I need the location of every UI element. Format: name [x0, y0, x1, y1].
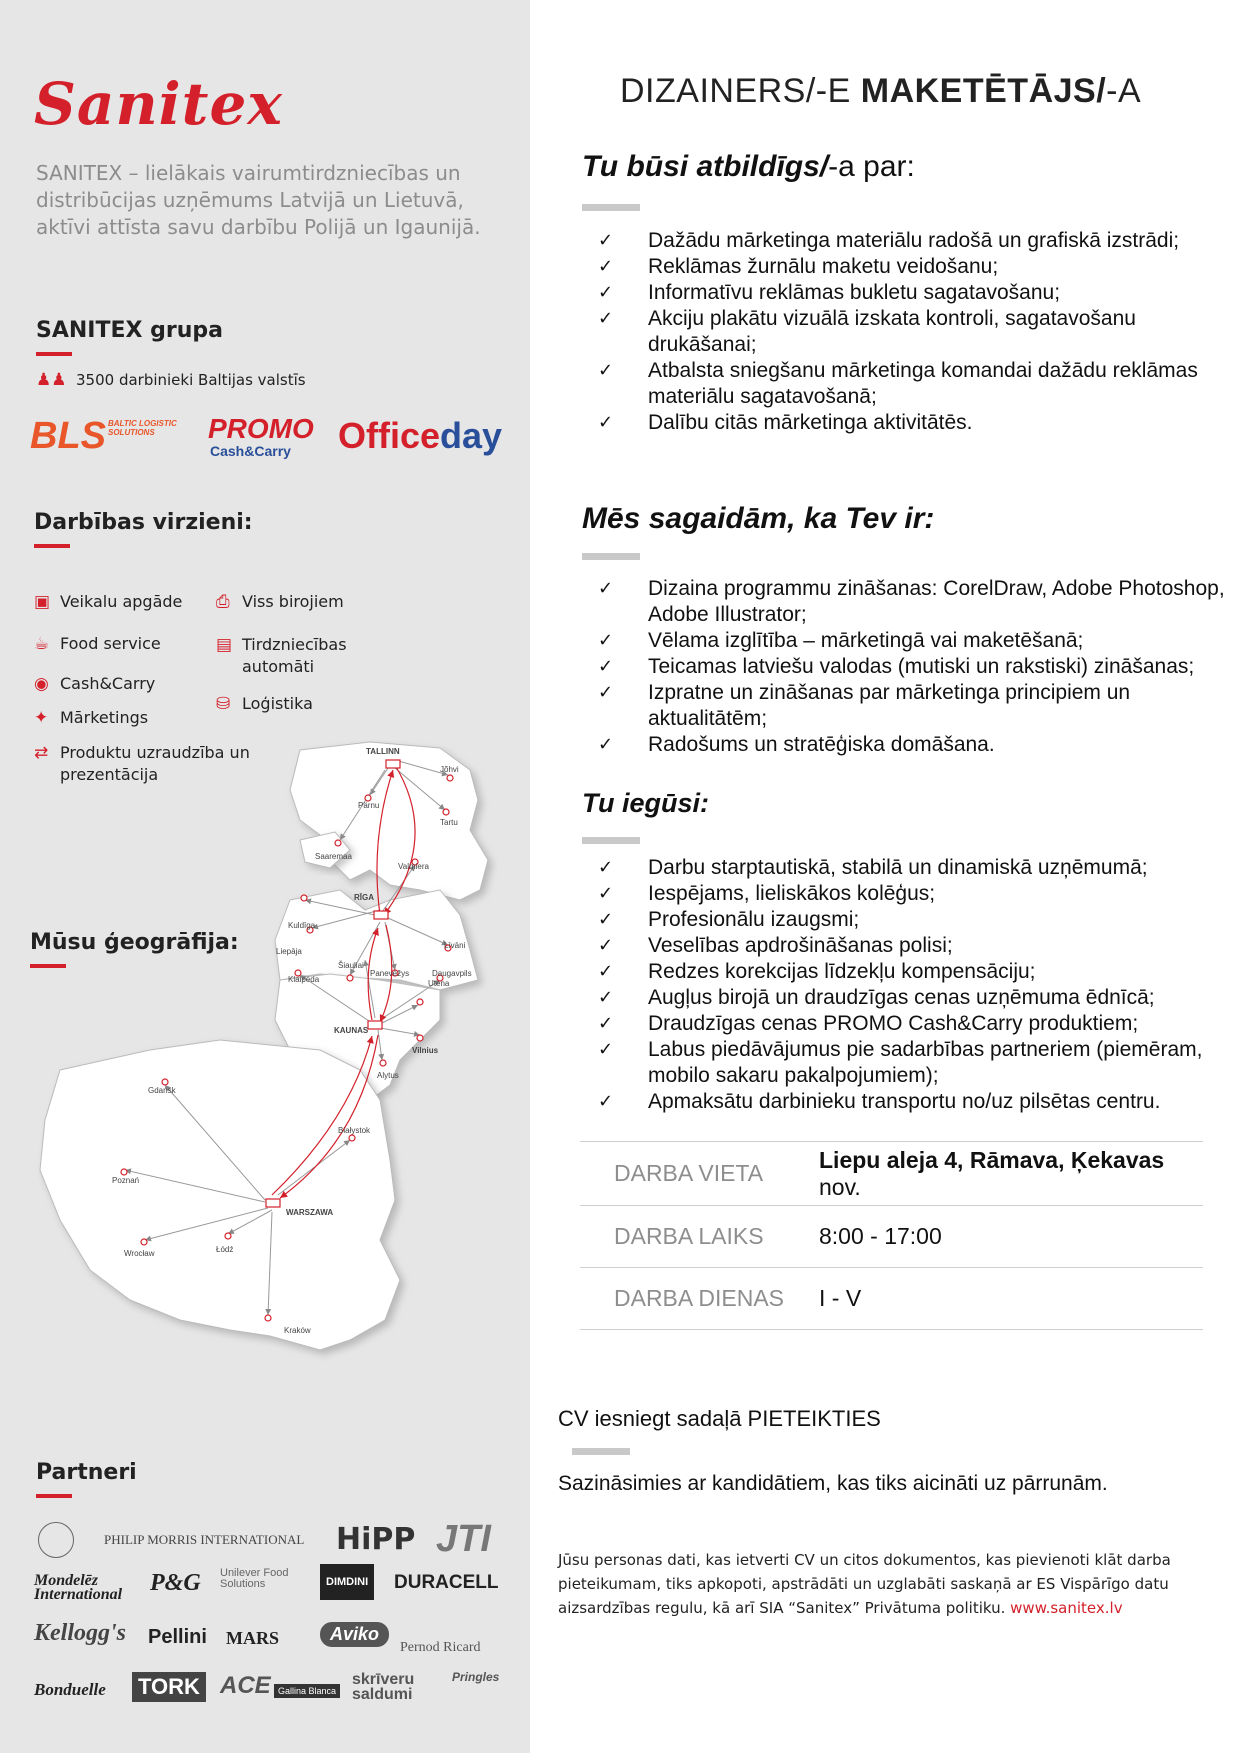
city-label: Daugavpils [432, 969, 472, 978]
partner-logo: Aviko [320, 1622, 389, 1647]
partner-logo: HiPP [336, 1522, 416, 1557]
section-requirements-heading: Mēs sagaidām, ka Tev ir: [582, 502, 935, 535]
list-item: ✓ Iespējams, lieliskākos kolēģus; [598, 881, 1238, 907]
activity-label: Veikalu apgāde [60, 592, 183, 611]
job-title-bold: MAKETĒTĀJS/ [860, 72, 1107, 110]
sanitex-logo: Sanitex [34, 70, 283, 138]
partner-logo: Pernod Ricard [400, 1640, 481, 1655]
partner-logos [34, 1518, 504, 1732]
city-label: Wrocław [124, 1249, 155, 1258]
list-item: ✓ Apmaksātu darbinieku transportu no/uz pilsētas centru. [598, 1089, 1238, 1115]
list-item: ✓ Vēlama izglītība – mārketingā vai maketēšanā; [598, 628, 1238, 654]
list-item: ✓ Labus piedāvājumus pie sadarbības partneriem (piemēram, mobilo sakaru pakalpojumiem); [598, 1037, 1238, 1089]
partner-logo: DIMDINI [320, 1564, 374, 1600]
gray-underline [582, 837, 640, 844]
gray-underline [582, 204, 640, 211]
list-item: ✓ Veselības apdrošināšanas polisi; [598, 933, 1238, 959]
office-part: Office [338, 415, 441, 456]
activity-label: Mārketings [60, 708, 149, 727]
contact-text: Sazināsimies ar kandidātiem, kas tiks aicināti uz pārrunām. [558, 1472, 1108, 1495]
activity-label: Produktu uzraudzība un prezentācija [60, 743, 250, 784]
city-label: WARSZAWA [286, 1208, 334, 1217]
city-label: Vilnius [412, 1046, 439, 1055]
day-part: day [440, 415, 503, 456]
partner-logo: Pringles [452, 1670, 500, 1684]
red-underline [34, 544, 70, 548]
responsibilities-list [598, 228, 1238, 436]
section-benefits-heading: Tu iegūsi: [582, 788, 710, 818]
list-item: ✓ Teicamas latviešu valodas (mutiski un rakstiski) zināšanas; [598, 654, 1238, 680]
partner-logo: ACE [220, 1672, 271, 1699]
city-label: KAUNAS [334, 1026, 369, 1035]
cv-submit-text: CV iesniegt sadaļā PIETEIKTIES [558, 1406, 881, 1431]
list-item: ✓ Dizaina programmu zināšanas: CorelDraw, Adobe Photoshop, Adobe Illustrator; [598, 576, 1238, 628]
city-label: Šiauliai [338, 961, 364, 970]
city-label: Klaipėda [288, 975, 320, 984]
red-underline [36, 352, 72, 356]
info-value: I - V [819, 1268, 1203, 1330]
list-item: ✓ Izpratne un zināšanas par mārketinga principiem un aktualitātēm; [598, 680, 1238, 732]
geography-map [0, 740, 530, 1400]
city-label: Jõhvi [440, 765, 459, 774]
list-item: ✓ Atbalsta sniegšanu mārketinga komandai dažādu reklāmas materiālu sagatavošanā; [598, 358, 1238, 410]
list-item: ✓ Akciju plakātu vizuālā izskata kontroli, sagatavošanu drukāšanai; [598, 306, 1238, 358]
job-title-post: -A [1106, 72, 1142, 110]
heading-bold: Tu būsi atbildīgs/ [582, 150, 829, 183]
city-label: Kraków [284, 1326, 311, 1335]
heading-rest: -a par: [828, 150, 915, 183]
info-value: 8:00 - 17:00 [819, 1206, 1203, 1268]
gray-underline [582, 553, 640, 560]
printer-icon: ⎙ [216, 592, 230, 612]
activity-label: Tirdzniecības automāti [242, 635, 347, 676]
partners-heading: Partneri [36, 1460, 137, 1485]
city-label: Panevėžys [370, 969, 410, 978]
list-item: ✓ Dalību citās mārketinga aktivitātēs. [598, 410, 1238, 436]
activity-label: Food service [60, 634, 161, 653]
gray-underline [572, 1448, 630, 1455]
info-key: DARBA DIENAS [580, 1268, 819, 1330]
poland-shape [40, 1040, 400, 1350]
partner-logo: Gallina Blanca [274, 1684, 340, 1698]
benefits-list [598, 855, 1238, 1115]
city-label: Liepāja [276, 947, 302, 956]
job-title [620, 72, 1141, 111]
partner-logo: Mondelēz International [34, 1572, 123, 1603]
list-item: ✓ Redzes korekcijas līdzekļu kompensāciju; [598, 959, 1238, 985]
city-label: Valmiera [398, 862, 429, 871]
vending-machine-icon: ▤ [216, 635, 233, 655]
city-label: Līvāni [444, 941, 466, 950]
city-label: Alytus [377, 1071, 399, 1080]
activity-label: Loģistika [242, 694, 313, 713]
activity-item [34, 592, 182, 612]
partner-logo: Unilever Food Solutions [220, 1567, 289, 1590]
activity-item [216, 634, 372, 678]
city-label: Tartu [440, 818, 458, 827]
table-row [580, 1206, 1203, 1268]
partner-logo: PHILIP MORRIS INTERNATIONAL [104, 1532, 305, 1547]
list-item: ✓ Draudzīgas cenas PROMO Cash&Carry produktiem; [598, 1011, 1238, 1037]
exchange-icon: ⇄ [34, 743, 49, 763]
table-row [580, 1268, 1203, 1330]
city-label: Łódź [216, 1245, 234, 1254]
city-label: Gdańsk [148, 1086, 176, 1095]
city-label: Białystok [338, 1126, 371, 1135]
list-item: ✓ Darbu starptautiskā, stabilā un dinamiskā uzņēmumā; [598, 855, 1238, 881]
red-underline [36, 1494, 72, 1498]
activity-item [34, 674, 155, 694]
partner-logo: Pellini [148, 1626, 207, 1648]
activity-label: Viss birojiem [242, 592, 344, 611]
employees-text: 3500 darbinieki Baltijas valstīs [76, 371, 306, 389]
partner-logo: JTI [436, 1518, 491, 1560]
requirements-list [598, 576, 1238, 758]
privacy-text: Jūsu personas dati, kas ietverti CV un citos dokumentos, kas pievienoti klāt darba pieteikumam, tiks apkopoti, apstrādāti un uzglabāti saskaņā ar ES Vispārīgo datu aizsardzības regulu, kā arī SIA “Sanitex” Privātuma politiku. [558, 1551, 1171, 1617]
activity-item [216, 694, 313, 714]
list-item: ✓ Informatīvu reklāmas bukletu sagatavošanu; [598, 280, 1238, 306]
info-key: DARBA VIETA [580, 1142, 819, 1206]
megaphone-icon: ✦ [34, 708, 49, 728]
city-label: Poznań [112, 1176, 140, 1185]
partner-logo: DURACELL [394, 1572, 499, 1593]
employees-line [36, 370, 306, 390]
activity-item [34, 708, 148, 728]
info-value-rest: nov. [819, 1173, 861, 1200]
bls-logo: BLS [30, 415, 106, 457]
list-item: ✓ Radošums un stratēģiska domāšana. [598, 732, 1238, 758]
officeday-logo [338, 415, 502, 457]
chef-hat-icon: ☕ [34, 634, 50, 654]
city-label: Kuldīga [288, 921, 316, 930]
website-link[interactable]: www.sanitex.lv [1010, 1599, 1123, 1617]
activity-item [216, 592, 344, 612]
basket-icon: ▣ [34, 592, 51, 612]
list-item: ✓ Reklāmas žurnālu maketu veidošanu; [598, 254, 1238, 280]
promo-logo: PROMO [208, 413, 314, 444]
geography-heading: Mūsu ģeogrāfija: [30, 930, 239, 955]
map-pin-icon: ◉ [34, 674, 49, 694]
promo-subtitle: Cash&Carry [210, 443, 291, 459]
info-value [819, 1142, 1203, 1206]
truck-icon: ⛁ [216, 694, 231, 714]
list-item: ✓ Dažādu mārketinga materiālu radošā un grafiskā izstrādi; [598, 228, 1238, 254]
group-heading: SANITEX grupa [36, 318, 223, 343]
list-item: ✓ Profesionālu izaugsmi; [598, 907, 1238, 933]
city-label: Utena [428, 979, 450, 988]
list-item: ✓ Augļus birojā un draudzīgas cenas uzņēmuma ēdnīcā; [598, 985, 1238, 1011]
partner-logo: skrīveru saldumi [352, 1671, 415, 1703]
job-info-table [580, 1141, 1203, 1330]
company-intro: SANITEX – lielākais vairumtirdzniecības un distribūcijas uzņēmums Latvijā un Lietuvā, aktīvi attīsta savu darbību Polijā un Igaunijā. [36, 161, 481, 239]
info-value-bold: Liepu aleja 4, Rāmava, Ķekavas [819, 1146, 1165, 1173]
privacy-notice [558, 1548, 1198, 1620]
activity-label: Cash&Carry [60, 674, 156, 693]
partner-logo: Kellogg's [34, 1620, 127, 1646]
activities-heading: Darbības virzieni: [34, 510, 253, 535]
partner-logo: P&G [150, 1570, 201, 1596]
group-brands [30, 413, 503, 460]
city-label: Saaremaa [315, 852, 352, 861]
pmi-crest-icon [38, 1522, 74, 1558]
partner-logo: Bonduelle [34, 1680, 106, 1699]
people-icon: ♟♟ [36, 370, 67, 390]
bls-subtitle: BALTIC LOGISTIC SOLUTIONS [108, 419, 177, 437]
section-responsibilities-heading [582, 150, 915, 184]
partner-logo: TORK [132, 1672, 206, 1702]
city-label: TALLINN [366, 747, 400, 756]
city-label: Pärnu [358, 801, 380, 810]
info-key: DARBA LAIKS [580, 1206, 819, 1268]
city-label: RĪGA [354, 893, 374, 902]
job-title-pre: DIZAINERS/-E [620, 72, 861, 110]
partner-logo: MARS [226, 1628, 279, 1648]
table-row [580, 1142, 1203, 1206]
activity-item [34, 634, 161, 654]
left-sidebar [0, 0, 530, 1753]
